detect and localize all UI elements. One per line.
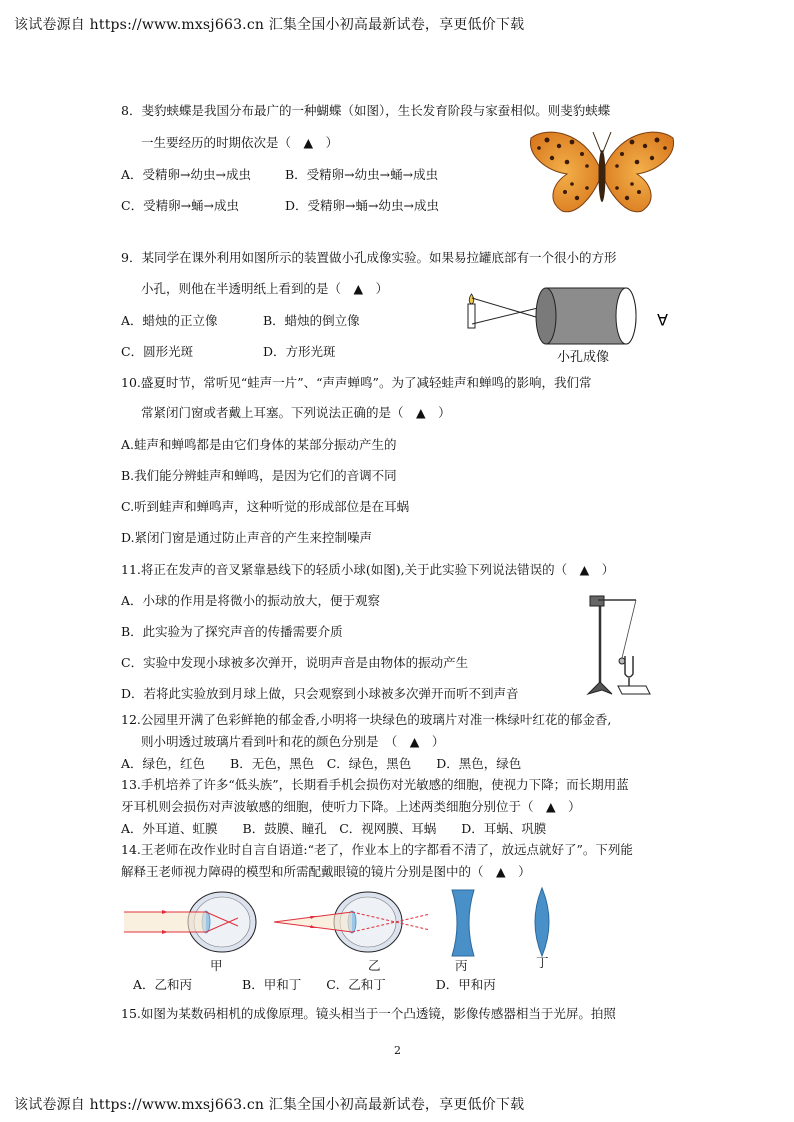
svg-text:A: A xyxy=(657,310,668,329)
q12-stem-line2: 则小明透过玻璃片看到叶和花的颜色分别是 （ ▲ ） xyxy=(141,734,445,749)
q9-option-a: A．蜡烛的正立像 xyxy=(121,313,218,328)
page-footer: 该试卷源自 https://www.mxsj663.cn 汇集全国小初高最新试卷，享更低价下载 xyxy=(14,1097,525,1113)
q14-options: A．乙和丙 B．甲和丁 C．乙和丁 D．甲和丙 xyxy=(133,977,496,992)
q10-option-d: D.紧闭门窗是通过防止声音的产生来控制噪声 xyxy=(121,530,373,545)
q15-stem-line1: 15.如图为某数码相机的成像原理。镜头相当于一个凸透镜，影像传感器相当于光屏。拍照 xyxy=(121,1006,616,1021)
q13-options: A．外耳道、虹膜 B．鼓膜、瞳孔 C．视网膜、耳蜗 D．耳蜗、巩膜 xyxy=(121,821,547,836)
q12-options: A．绿色，红色 B．无色，黑色 C．绿色，黑色 D．黑色，绿色 xyxy=(121,756,522,771)
q9-option-c: C．圆形光斑 xyxy=(121,344,194,359)
tuning-fork-figure xyxy=(580,590,670,700)
q13-stem-line1: 13.手机培养了许多“低头族”，长期看手机会损伤对光敏感的细胞，使视力下降；而长期用蓝 xyxy=(121,777,629,792)
q12-stem-line1: 12.公园里开满了色彩鲜艳的郁金香,小明将一块绿色的玻璃片对准一株绿叶红花的郁金香, xyxy=(121,712,612,727)
q10-option-a: A.蛙声和蝉鸣都是由它们身体的某部分振动产生的 xyxy=(121,437,397,452)
butterfly-figure xyxy=(527,126,677,226)
q9-option-d: D．方形光斑 xyxy=(263,344,336,359)
q11-option-d: D．若将此实验放到月球上做，只会观察到小球被多次弹开而听不到声音 xyxy=(121,686,519,701)
eye-model-jia xyxy=(124,890,264,960)
q10-option-b: B.我们能分辨蛙声和蝉鸣，是因为它们的音调不同 xyxy=(121,468,397,483)
q10-stem-line1: 10.盛夏时节，常听见“蛙声一片”、“声声蝉鸣”。为了减轻蛙声和蝉鸣的影响，我们常 xyxy=(121,375,592,390)
q10-stem-line2: 常紧闭门窗或者戴上耳塞。下列说法正确的是（ ▲ ） xyxy=(141,405,451,420)
q11-stem: 11.将正在发声的音叉紧靠悬线下的轻质小球(如图),关于此实验下列说法错误的（ ▲ ） xyxy=(121,562,615,577)
label-ding: 丁 xyxy=(536,955,549,970)
label-bing: 丙 xyxy=(455,958,468,973)
q9-stem-line1: 9．某同学在课外利用如图所示的装置做小孔成像实验。如果易拉罐底部有一个很小的方形 xyxy=(121,250,617,265)
q8-option-b: B．受精卵→幼虫→蛹→成虫 xyxy=(285,167,439,182)
page-number: 2 xyxy=(394,1044,401,1057)
q8-stem-line1: 8．斐豹蛱蝶是我国分布最广的一种蝴蝶（如图），生长发育阶段与家蚕相似。则斐豹蛱蝶 xyxy=(121,103,611,118)
concave-lens-bing xyxy=(448,888,478,958)
q8-option-d: D．受精卵→蛹→幼虫→成虫 xyxy=(285,198,439,213)
convex-lens-ding xyxy=(530,886,554,958)
q8-option-a: A．受精卵→幼虫→成虫 xyxy=(121,167,251,182)
label-yi: 乙 xyxy=(368,958,381,973)
q14-stem-line2: 解释王老师视力障碍的模型和所需配戴眼镜的镜片分别是图中的（ ▲ ） xyxy=(121,864,531,879)
pinhole-figure-caption: 小孔成像 xyxy=(557,350,610,365)
q9-stem-line2: 小孔，则他在半透明纸上看到的是（ ▲ ） xyxy=(141,281,389,296)
q8-stem-line2: 一生要经历的时期依次是（ ▲ ） xyxy=(141,135,339,150)
page-header: 该试卷源自 https://www.mxsj663.cn 汇集全国小初高最新试卷，享更低价下载 xyxy=(14,17,525,33)
q13-stem-line2: 牙耳机则会损伤对声波敏感的细胞，使听力下降。上述两类细胞分别位于（ ▲ ） xyxy=(121,799,581,814)
q14-stem-line1: 14.王老师在改作业时自言自语道:“老了，作业本上的字都看不清了，放远点就好了”。下列能 xyxy=(121,842,633,857)
label-jia: 甲 xyxy=(210,958,223,973)
q11-option-a: A．小球的作用是将微小的振动放大，便于观察 xyxy=(121,593,381,608)
eye-model-yi xyxy=(270,890,440,960)
q9-option-b: B．蜡烛的倒立像 xyxy=(263,313,360,328)
q10-option-c: C.听到蛙声和蝉鸣声，这种听觉的形成部位是在耳蜗 xyxy=(121,499,410,514)
q8-option-c: C．受精卵→蛹→成虫 xyxy=(121,198,240,213)
q11-option-b: B．此实验为了探究声音的传播需要介质 xyxy=(121,624,343,639)
q11-option-c: C．实验中发现小球被多次弹开，说明声音是由物体的振动产生 xyxy=(121,655,469,670)
